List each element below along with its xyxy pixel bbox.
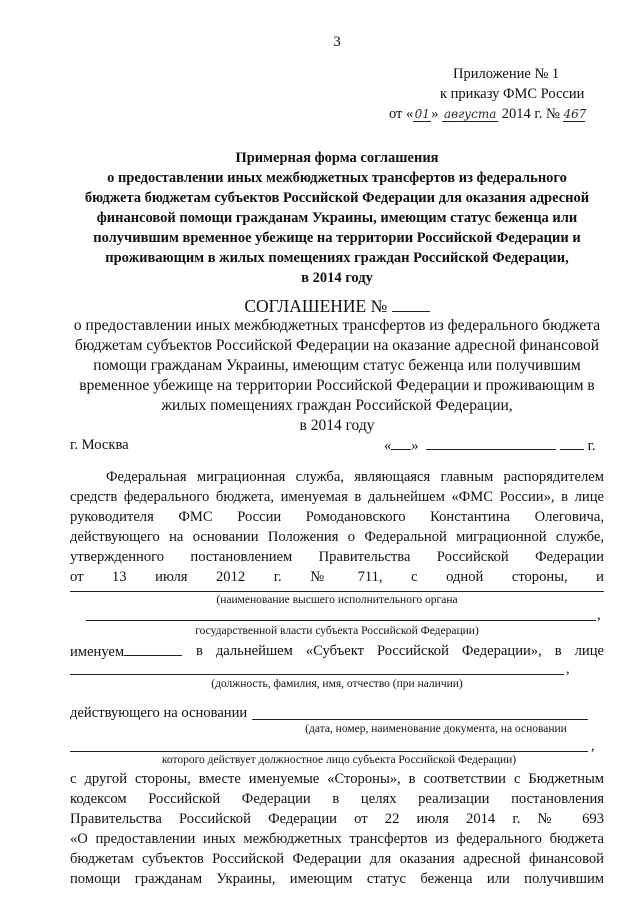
appendix-date-line xyxy=(389,106,585,123)
form-title-line: в 2014 году xyxy=(301,270,373,286)
date-prefix: от « xyxy=(389,106,414,122)
paragraph-line: с другой стороны, вместе именуемые «Стороны», в соответствии с Бюджетным xyxy=(70,771,604,787)
caption-document-basis: (дата, номер, наименование документа, на основании xyxy=(305,723,567,735)
agreement-subtitle-line: помощи гражданам Украины, имеющим статус беженца или получившим xyxy=(93,357,581,374)
fill-in-line xyxy=(86,620,596,621)
form-title-line: проживающим в жилых помещениях граждан Российской Федерации, xyxy=(105,250,569,266)
year-suffix: г. xyxy=(587,438,596,454)
fill-in-line xyxy=(70,591,604,592)
paragraph-line: помощи гражданам Украины, имеющим статус беженца или получившим xyxy=(70,871,604,887)
agreement-subtitle-line: о предоставлении иных межбюджетных трансфертов из федерального бюджета xyxy=(73,317,601,334)
named-ending-blank xyxy=(124,643,182,656)
form-title-line: бюджета бюджетам субъектов Российской Федерации для оказания адресной xyxy=(84,190,590,206)
named-line xyxy=(70,643,182,661)
trailing-comma: , xyxy=(566,661,570,677)
agreement-subtitle-line: временное убежище на территории Российской Федерации и проживающим в xyxy=(79,377,595,394)
caption-executive-body: (наименование высшего исполнительного органа xyxy=(216,594,458,606)
paragraph-line: кодексом Российской Федерации в целях реализации постановления xyxy=(70,791,604,807)
agreement-subtitle-line: в 2014 году xyxy=(299,417,375,434)
named-start: именуем xyxy=(70,644,125,660)
paragraph-line: Правительства Российской Федерации от 22 июля 2014 г. № 693 xyxy=(70,811,604,827)
fill-in-line xyxy=(70,751,588,752)
agreement-number-blank xyxy=(392,299,430,312)
paragraph-line: Федеральная миграционная служба, являющаяся главным распорядителем xyxy=(106,469,604,485)
acting-basis-label: действующего на основании xyxy=(70,705,248,721)
page-number: 3 xyxy=(333,34,341,50)
day-blank xyxy=(391,437,411,450)
caption-subject-authority: государственной власти субъекта Российской Федерации) xyxy=(195,625,479,637)
fill-in-line xyxy=(70,674,564,675)
caption-position-name: (должность, фамилия, имя, отчество (при наличии) xyxy=(211,678,463,690)
form-title-line: о предоставлении иных межбюджетных трансфертов из федерального xyxy=(107,170,567,186)
paragraph-line: действующего на основании Положения о Федеральной миграционной службе, xyxy=(70,529,604,545)
paragraph-line: средств федерального бюджета, именуемая в дальнейшем «ФМС России», в лице xyxy=(70,489,604,505)
paragraph-line: «О предоставлении иных межбюджетных трансфертов из федерального бюджета xyxy=(70,831,604,847)
paragraph-line: руководителя ФМС России Ромодановского Константина Олеговича, xyxy=(70,509,604,525)
trailing-comma: , xyxy=(597,607,601,623)
agreement-date-line xyxy=(384,437,596,455)
agreement-heading xyxy=(0,296,640,317)
paragraph-line: бюджетам субъектов Российской Федерации для оказания адресной финансовой xyxy=(70,851,604,867)
handwritten-day: 01 xyxy=(414,107,430,121)
agreement-subtitle-line: жилых помещениях граждан Российской Федерации, xyxy=(161,397,513,414)
form-title-line: финансовой помощи гражданам Украины, имеющим статус беженца или xyxy=(96,210,578,226)
appendix-order-ref: к приказу ФМС России xyxy=(440,86,585,102)
agreement-subtitle-line: бюджетам субъектов Российской Федерации на оказание адресной финансовой xyxy=(74,337,600,354)
form-title-line: Примерная форма соглашения xyxy=(235,150,439,166)
year-blank xyxy=(560,437,584,450)
paragraph-line: от 13 июля 2012 г. № 711, с одной стороны, и xyxy=(70,569,604,585)
handwritten-order-number: 467 xyxy=(563,107,587,121)
trailing-comma: , xyxy=(591,738,595,754)
date-open-quote: « xyxy=(384,438,392,454)
caption-official-basis: которого действует должностное лицо субъекта Российской Федерации) xyxy=(161,754,517,766)
fill-in-line xyxy=(252,719,588,720)
form-title-line: получившим временное убежище на территории Российской Федерации и xyxy=(93,230,581,246)
appendix-title: Приложение № 1 xyxy=(453,66,560,82)
month-blank xyxy=(426,437,556,450)
agreement-heading-text: СОГЛАШЕНИЕ № xyxy=(244,296,388,316)
date-year: 2014 г. № xyxy=(501,106,560,122)
date-close-quote: » xyxy=(411,438,419,454)
date-mid: » xyxy=(431,106,439,122)
place-city: г. Москва xyxy=(70,437,129,453)
handwritten-month: августа xyxy=(443,107,497,121)
named-rest: в дальнейшем «Субъект Российской Федерации», в лице xyxy=(196,643,604,659)
paragraph-line: утвержденного постановлением Правительства Российской Федерации xyxy=(70,549,604,565)
